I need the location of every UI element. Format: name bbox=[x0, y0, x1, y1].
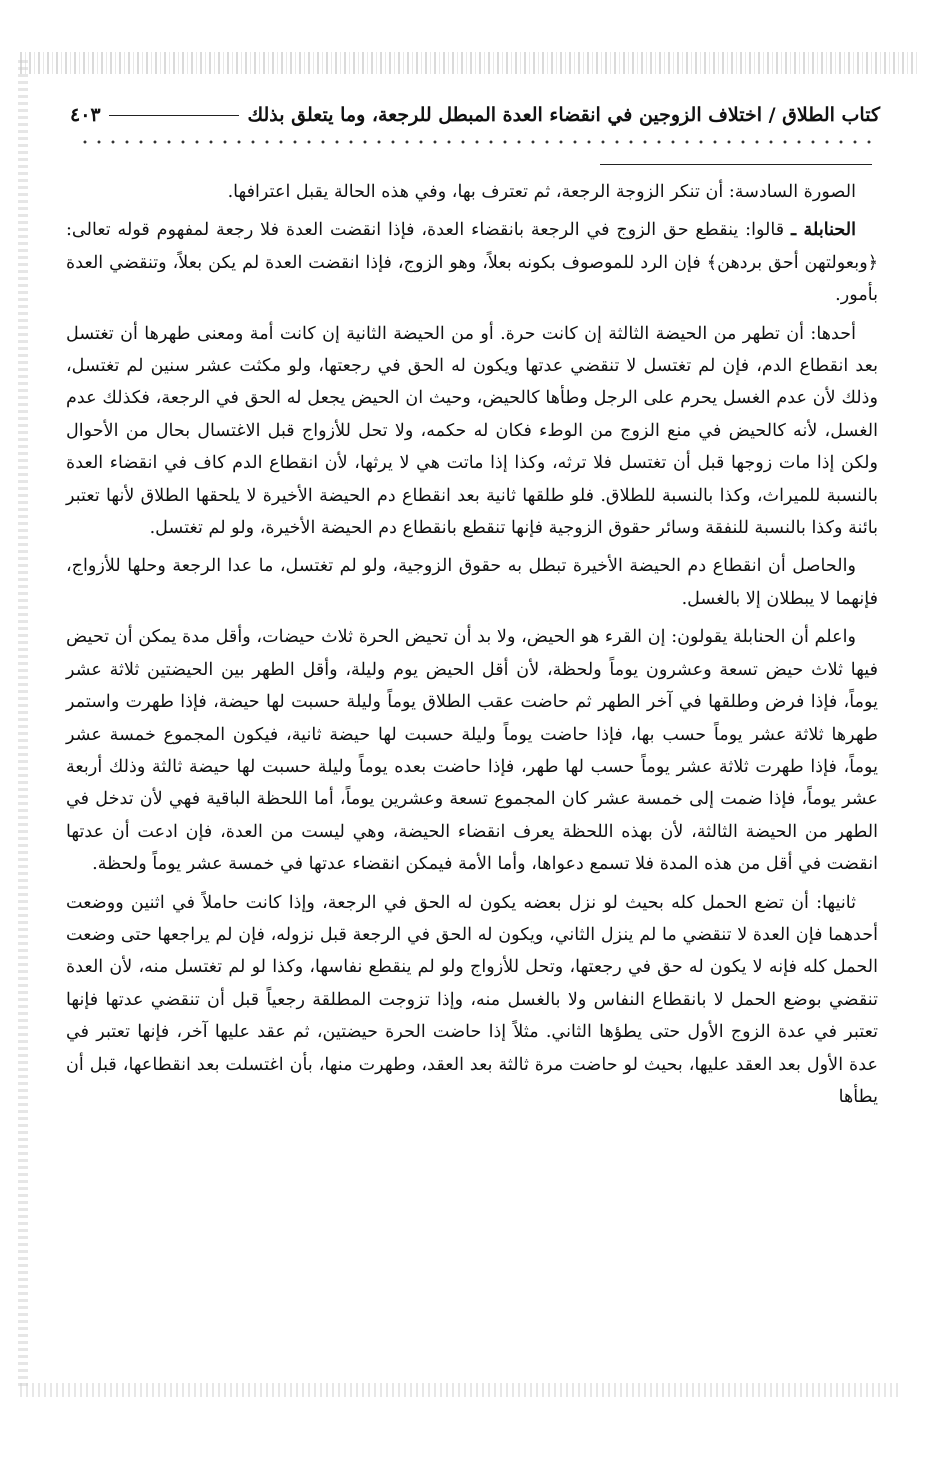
scan-noise-bottom bbox=[20, 1383, 898, 1397]
header-rule bbox=[109, 115, 240, 116]
paragraph-text: واعلم أن الحنابلة يقولون: إن القرء هو الحيض، ولا بد أن تحيض الحرة ثلاث حيضات، وأقل مدة يمكن أن تحيض فيها ثلاث حيض تسعة وعشرون يوماً ولحظة، لأن أقل الحيض يوم وليلة، وأقل الطهر بين الحيضتين ثلاثة عشر يوماً، فإذا فرض وطلقها في آخر الطهر ثم حاضت عقب الطلاق يوماً وليلة حسبت لها حيضة، فإذا طهرت واستمر طهرها ثلاثة عشر يوماً حسب بها، فإذا حاضت يوماً وليلة حسبت لها حيضة ثانية، فيكون المجموع خمسة عشر يوماً، فإذا طهرت ثلاثة عشر يوماً حسب لها طهر، فإذا حاضت بعده يوماً وليلة حسبت لها حيضة ثالثة وذلك أربعة عشر يوماً، فإذا ضمت إلى خمسة عشر كان المجموع تسعة وعشرين يوماً، أما اللحظة الباقية فهي لأن تدخل في الطهر من الحيضة الثالثة، لأن بهذه اللحظة يعرف انقضاء الحيضة، وهي ليست من العدة، فإن ادعت أن عدتها انقضت في أقل من هذه المدة فلا تسمع دعواها، وأما الأمة فيمكن انقضاء عدتها في خمسة عشر يوماً ولحظة. bbox=[66, 627, 878, 875]
paragraph-1 bbox=[66, 176, 878, 208]
paragraph-3 bbox=[66, 318, 878, 545]
paragraph-text: ثانيها: أن تضع الحمل كله بحيث لو نزل بعضه يكون له الحق في الرجعة، وإذا كانت حاملاً في اثنين ووضعت أحدهما فإن العدة لا تنقضي ما لم ينزل الثاني، ويكون له الحق في الرجعة قبل نزوله، فإن لم يراجعها حتى وضعت الحمل كله فإنه لا يكون له حق في رجعتها، وتحل للأزواج ولو لم ينقطع نفاسها، وكذا لو لم تغتسل منه، لأن العدة تنقضي بوضع الحمل لا بانقطاع النفاس ولا بالغسل منه، وإذا تزوجت المطلقة رجعياً قبل أن تنقضي عدتها فإنها تعتبر في عدة الزوج الأول حتى يطؤها الثاني. مثلاً إذا حاضت الحرة حيضتين، ثم عقد عليها آخر، فإنها تعتبر في عدة الأول بعد العقد عليها، بحيث لو حاضت مرة ثالثة بعد العقد، وطهرت منها، بأن اغتسلت بعد انقطاعها، قبل أن يطأها bbox=[66, 892, 878, 1107]
paragraph-text: أحدها: أن تطهر من الحيضة الثالثة إن كانت حرة. أو من الحيضة الثانية إن كانت أمة ومعنى طهرها أن تغتسل بعد انقطاع الدم، فإن لم تغتسل لا تنقضي عدتها ويكون له الحق في رجعتها، ولو مكثت عشر سنين لم تغتسل، وذلك لأن عدم الغسل يحرم على الرجل وطأها كالحيض، وحيث ان الحيض يجعل له الحق في الرجعة، فكذلك عدم الغسل، لأنه كالحيض في منع الزوج من الوطء فكان له حكمه، ولا تحل للأزواج قبل الاغتسال بحال من الأحوال ولكن إذا مات زوجها قبل أن تغتسل فلا ترثه، وكذا إذا ماتت هي لا يرثها، لأن انقطاع الدم كاف في انقضاء العدة بالنسبة للميراث، وكذا بالنسبة للطلاق. فلو طلقها ثانية بعد انقطاع دم الحيضة الأخيرة لا يلحقها الطلاق لأنها تعتبر بائنة وكذا بالنسبة للنفقة وسائر حقوق الزوجية فإنها تنقطع بانقطاع دم الحيضة الأخيرة، ولو لم تغتسل. bbox=[66, 323, 878, 539]
paragraph-text: والحاصل أن انقطاع دم الحيضة الأخيرة تبطل به حقوق الزوجية، ولو لم تغتسل، ما عدا الرجعة وحلها للأزواج، فإنهما لا يبطلان إلا بالغسل. bbox=[66, 556, 878, 609]
page-body bbox=[66, 176, 878, 1407]
paragraph-5 bbox=[66, 621, 878, 880]
scan-noise-left bbox=[18, 60, 28, 1390]
paragraph-2 bbox=[66, 214, 878, 311]
header-title: كتاب الطلاق / اختلاف الزوجين في انقضاء العدة المبطل للرجعة، وما يتعلق بذلك bbox=[247, 104, 880, 126]
paragraph-lead: الحنابلة ـ bbox=[791, 219, 856, 241]
scan-noise-top bbox=[20, 52, 920, 74]
page-number: ٤٠٣ bbox=[70, 104, 101, 126]
running-header bbox=[70, 98, 880, 132]
paragraph-6 bbox=[66, 887, 878, 1114]
paragraph-text: قالوا: ينقطع حق الزوج في الرجعة بانقضاء العدة، فإذا انقضت العدة فلا رجعة لمفهوم قوله تعالى: ﴿وبعولتهن أحق بردهن﴾ فإن الرد للموصوف بكونه بعلاً، وهو الزوج، فإذا انقضت العدة لم يكن بعلاً، وتنقضي العدة بأمور. bbox=[66, 220, 878, 306]
section-rule bbox=[600, 164, 872, 165]
paragraph-text: الصورة السادسة: أن تنكر الزوجة الرجعة، ثم تعترف بها، وفي هذه الحالة يقبل اعترافها. bbox=[227, 182, 856, 202]
dotted-separator bbox=[78, 138, 878, 146]
paragraph-4 bbox=[66, 550, 878, 615]
